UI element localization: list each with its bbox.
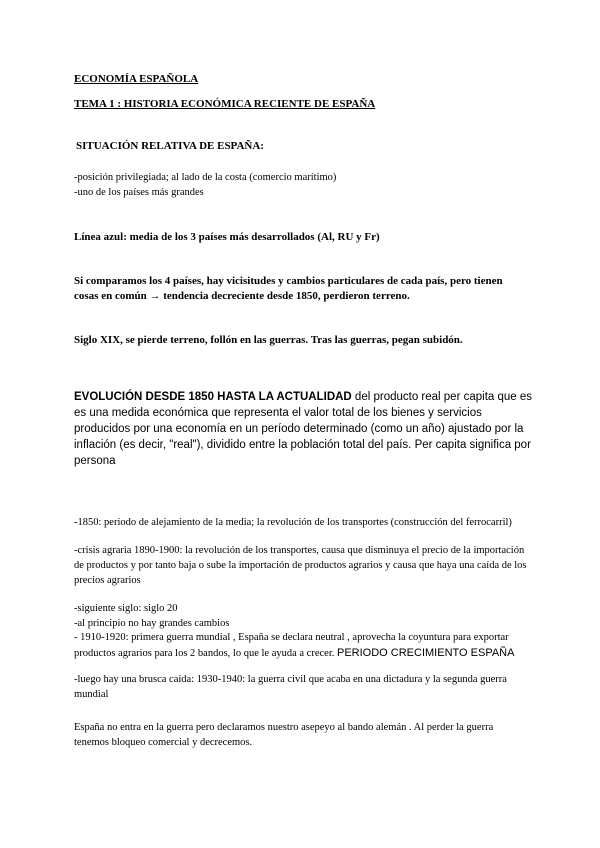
item-1850: -1850: periodo de alejamiento de la media; la revolución de los transportes (construcción del ferrocarril) [74, 517, 512, 528]
situacion-line-2: -uno de los países más grandes [74, 187, 204, 198]
final-paragraph: España no entra en la guerra pero declaramos nuestro asepeyo al bando alemán . Al perder la guerra tenemos bloqueo comercial y decrecemos. [74, 722, 494, 748]
situacion-heading: SITUACIÓN RELATIVA DE ESPAÑA: [76, 140, 264, 152]
item-principio: -al principio no hay grandes cambios [74, 618, 230, 629]
document-title: ECONOMÍA ESPAÑOLA [74, 73, 199, 85]
item-siguiente-siglo: -siguiente siglo: siglo 20 [74, 603, 178, 614]
tema-heading: TEMA 1 : HISTORIA ECONÓMICA RECIENTE DE ESPAÑA [74, 98, 376, 110]
item-crisis-agraria: -crisis agraria 1890-1900: la revolución de los transportes, causa que disminuya el precio de la importación de productos y por tanto baja o sube la importación de productos agrarios y causa que haya una caída de los precios agrarios [74, 545, 527, 586]
item-brusca-caida: -luego hay una brusca caída: 1930-1940: la guerra civil que acaba en una dictadura y la segunda guerra mundial [74, 674, 507, 700]
evolucion-heading: EVOLUCIÓN DESDE 1850 HASTA LA ACTUALIDAD [74, 391, 352, 403]
guerra-text: - 1910-1920: primera guerra mundial , España se declara neutral , aprovecha la coyuntura para exportar productos agrarios para los 2 bandos, lo que le ayuda a crecer. [74, 632, 509, 659]
siglo-xix-paragraph: Siglo XIX, se pierde terreno, follón en las guerras. Tras las guerras, pegan subidón. [74, 334, 463, 346]
item-guerra-mundial [74, 630, 534, 661]
periodo-crecimiento-label: PERIODO CRECIMIENTO ESPAÑA [337, 647, 515, 659]
comparamos-paragraph: Si comparamos los 4 países, hay vicisitudes y cambios particulares de cada país, pero tienen cosas en común → tendencia decreciente desde 1850, perdieron terreno. [74, 275, 503, 302]
evolucion-paragraph [74, 389, 536, 469]
evolucion-text: del producto real per capita que es es una medida económica que representa el valor total de los bienes y servicios producidos por una economía en un período determinado (como un año) ajustado por la inflación (es decir, "real"), dividido entre la población total del país. Per capita significa por persona [74, 391, 533, 467]
linea-azul-note: Línea azul: media de los 3 países más desarrollados (Al, RU y Fr) [74, 231, 380, 243]
situacion-line-1: -posición privilegiada; al lado de la costa (comercio marítimo) [74, 172, 337, 183]
